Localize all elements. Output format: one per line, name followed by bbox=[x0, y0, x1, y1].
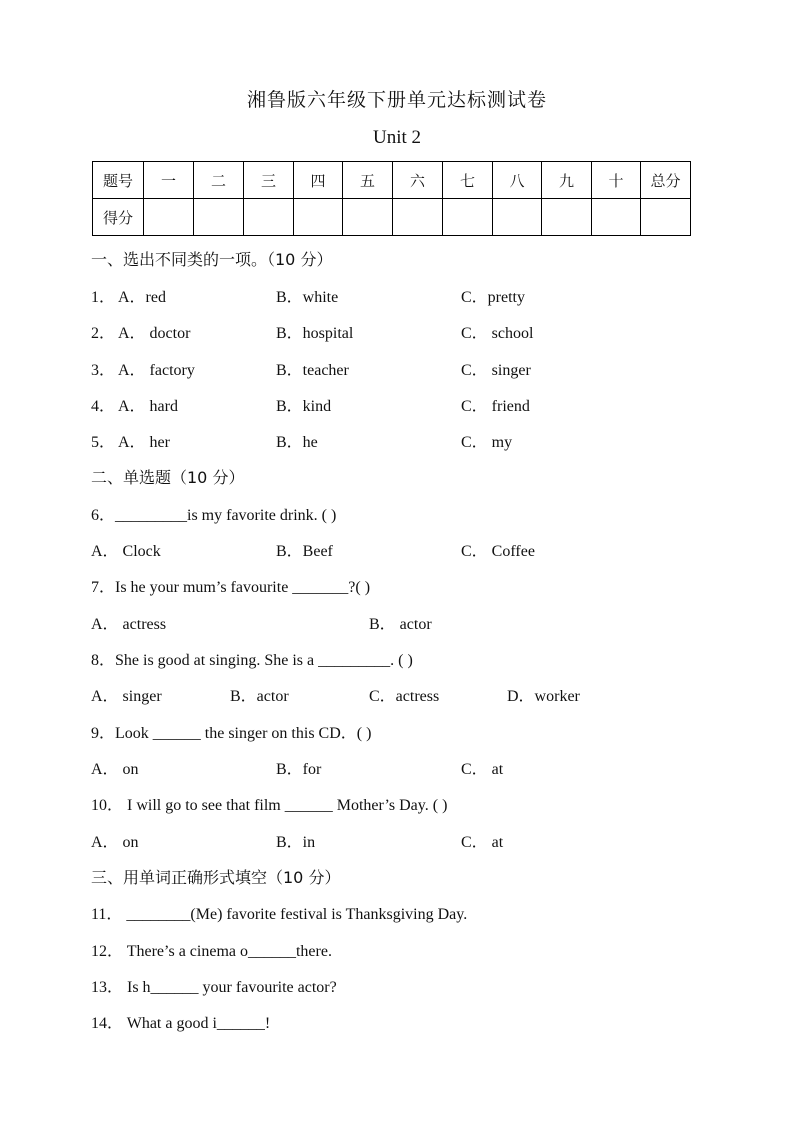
option-c: C．pretty bbox=[461, 289, 525, 306]
question-stem: 6．_________is my favorite drink. ( ) bbox=[91, 507, 337, 524]
table-cell: 得分 bbox=[93, 199, 144, 236]
option-a: A． her bbox=[118, 434, 170, 451]
option-a: A． on bbox=[91, 834, 139, 851]
score-cell bbox=[144, 199, 194, 236]
unit-title: Unit 2 bbox=[372, 127, 422, 148]
option-a: A． singer bbox=[91, 688, 162, 705]
option-b: B．teacher bbox=[276, 362, 349, 379]
score-cell bbox=[493, 199, 542, 236]
option-c: C．actress bbox=[369, 688, 440, 705]
table-cell: 题号 bbox=[93, 162, 144, 199]
score-cell bbox=[194, 199, 244, 236]
option-b: B．hospital bbox=[276, 325, 354, 342]
option-c: C． friend bbox=[461, 398, 530, 415]
section-3-heading: 三、用单词正确形式填空（10 分） bbox=[91, 868, 341, 887]
option-c: C． at bbox=[461, 761, 504, 778]
question-13: 13． Is h______ your favourite actor? bbox=[91, 979, 337, 996]
option-b: B．for bbox=[276, 761, 322, 778]
score-cell bbox=[294, 199, 343, 236]
option-a: A．red bbox=[118, 289, 166, 306]
table-cell: 九 bbox=[542, 162, 592, 199]
option-a: A． actress bbox=[91, 616, 167, 633]
option-b: B．white bbox=[276, 289, 339, 306]
question-number: 5． bbox=[91, 434, 116, 451]
option-c: C． school bbox=[461, 325, 534, 342]
score-cell bbox=[542, 199, 592, 236]
score-cell bbox=[343, 199, 393, 236]
question-14: 14． What a good i______! bbox=[91, 1015, 271, 1032]
option-c: C． at bbox=[461, 834, 504, 851]
table-cell: 五 bbox=[343, 162, 393, 199]
option-b: B．actor bbox=[230, 688, 289, 705]
table-cell: 七 bbox=[443, 162, 493, 199]
score-table-score-row bbox=[93, 199, 691, 236]
option-a: A． hard bbox=[118, 398, 178, 415]
option-a: A． on bbox=[91, 761, 139, 778]
score-table bbox=[92, 161, 691, 236]
option-d: D．worker bbox=[507, 688, 580, 705]
question-number: 4． bbox=[91, 398, 116, 415]
table-cell: 三 bbox=[244, 162, 294, 199]
option-a: A． doctor bbox=[118, 325, 191, 342]
score-cell bbox=[641, 199, 691, 236]
question-11: 11． ________(Me) favorite festival is Thanksgiving Day. bbox=[91, 906, 468, 923]
question-number: 1． bbox=[91, 289, 116, 306]
option-a: A． Clock bbox=[91, 543, 161, 560]
table-cell: 二 bbox=[194, 162, 244, 199]
score-cell bbox=[393, 199, 443, 236]
table-cell: 六 bbox=[393, 162, 443, 199]
table-cell: 十 bbox=[592, 162, 641, 199]
question-12: 12． There’s a cinema o______there. bbox=[91, 943, 332, 960]
question-stem: 8．She is good at singing. She is a _________. ( ) bbox=[91, 652, 413, 669]
option-c: C． my bbox=[461, 434, 513, 451]
question-stem: 10． I will go to see that film ______ Mother’s Day. ( ) bbox=[91, 797, 448, 814]
score-cell bbox=[443, 199, 493, 236]
score-table-header-row bbox=[93, 162, 691, 199]
option-a: A． factory bbox=[118, 362, 195, 379]
option-b: B．in bbox=[276, 834, 316, 851]
table-cell: 一 bbox=[144, 162, 194, 199]
option-b: B．he bbox=[276, 434, 318, 451]
question-stem: 9．Look ______ the singer on this CD．( ) bbox=[91, 725, 372, 742]
section-1-heading: 一、选出不同类的一项。（10 分） bbox=[91, 250, 333, 269]
option-b: B．Beef bbox=[276, 543, 333, 560]
option-b: B． actor bbox=[369, 616, 432, 633]
exam-title: 湘鲁版六年级下册单元达标测试卷 bbox=[246, 89, 547, 111]
table-cell: 八 bbox=[493, 162, 542, 199]
score-cell bbox=[592, 199, 641, 236]
option-c: C． singer bbox=[461, 362, 531, 379]
question-stem: 7．Is he your mum’s favourite _______?( ) bbox=[91, 579, 371, 596]
question-number: 2． bbox=[91, 325, 116, 342]
option-b: B．kind bbox=[276, 398, 332, 415]
table-cell: 四 bbox=[294, 162, 343, 199]
table-cell: 总分 bbox=[641, 162, 691, 199]
score-cell bbox=[244, 199, 294, 236]
option-c: C． Coffee bbox=[461, 543, 535, 560]
section-2-heading: 二、单选题（10 分） bbox=[91, 468, 245, 487]
question-number: 3． bbox=[91, 362, 116, 379]
